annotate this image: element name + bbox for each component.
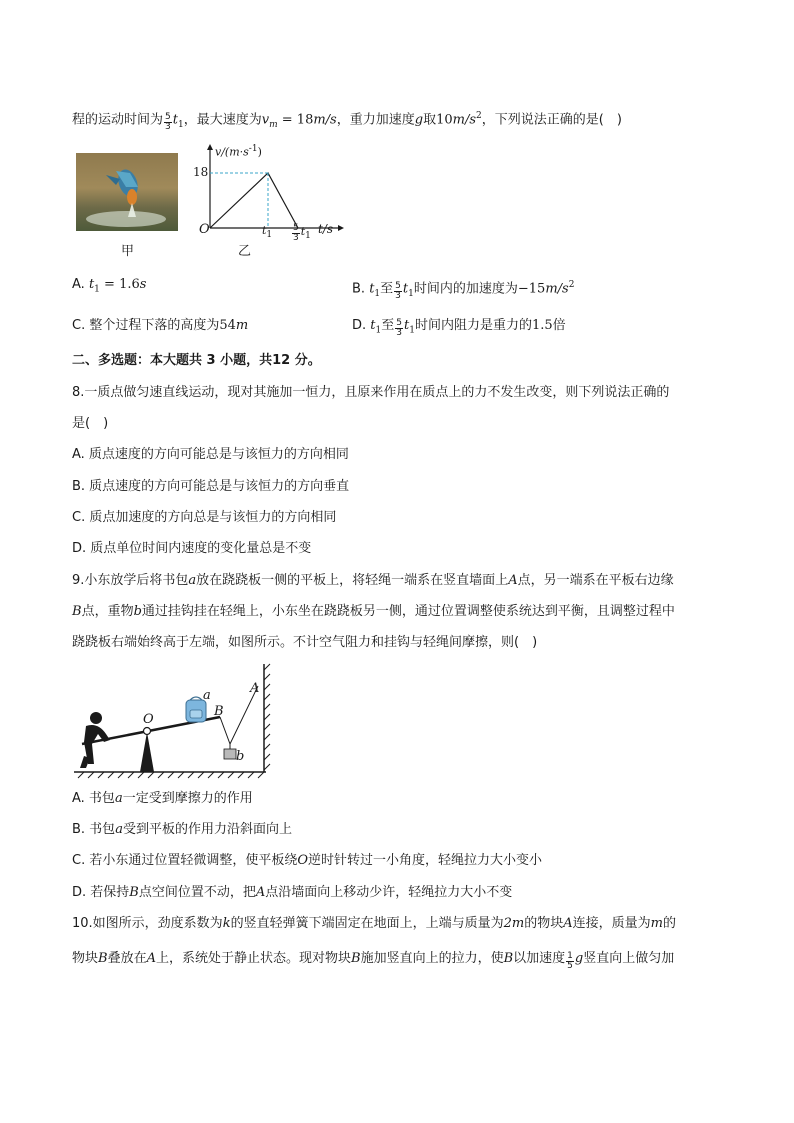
fig-label-o: O	[143, 712, 154, 727]
q7-option-a[interactable]: A. $t_1 = 1.6s$	[72, 277, 147, 295]
fig-label-a: a	[203, 688, 211, 703]
section-heading: 二、多选题：本大题共 3 小题，共12 分。	[72, 353, 321, 368]
x-axis-label: t/s	[318, 222, 334, 236]
kingfisher-photo	[76, 153, 178, 231]
q10-stem-line1: 10.如图所示，劲度系数为k的竖直轻弹簧下端固定在地面上，上端与质量为2m的物块A连接，质量为m的	[72, 916, 676, 931]
q9-stem-line1: 9.小东放学后将书包a放在跷跷板一侧的平板上，将轻绳一端系在竖直墙面上A点，另一端系在平板右边缘	[72, 573, 674, 588]
fig-label-b-upper: B	[214, 704, 224, 719]
caption-yi: 乙	[238, 244, 252, 259]
q9-option-a[interactable]: A. 书包a一定受到摩擦力的作用	[72, 791, 253, 806]
origin-label: O	[199, 222, 210, 237]
q8-option-a[interactable]: A. 质点速度的方向可能总是与该恒力的方向相同	[72, 447, 349, 462]
x-tick-end: $\frac{5}{3}$ $t_1$	[293, 223, 311, 243]
q9-option-b[interactable]: B. 书包a受到平板的作用力沿斜面向上	[72, 822, 292, 837]
t1-symbol: t	[172, 112, 178, 128]
q7-text: 程的运动时间为	[72, 112, 164, 128]
q9-option-c[interactable]: C. 若小东通过位置轻微调整，使平板绕O逆时针转过一小角度，轻绳拉力大小变小	[72, 853, 543, 868]
q7-stem: 程的运动时间为 $\frac{5}{3}$ $t_1$，最大速度为$v_m = 18m/s$，重力加速度g取$10m/s^2$，下列说法正确的是( )	[72, 111, 622, 133]
caption-jia: 甲	[121, 244, 135, 259]
y-tick-18: 18	[193, 165, 209, 179]
q8-option-c[interactable]: C. 质点加速度的方向总是与该恒力的方向相同	[72, 510, 337, 525]
q9-option-d[interactable]: D. 若保持B点空间位置不动，把A点沿墙面向上移动少许，轻绳拉力大小不变	[72, 885, 513, 900]
q8-option-b[interactable]: B. 质点速度的方向可能总是与该恒力的方向垂直	[72, 479, 350, 494]
q9-stem-line3: 跷跷板右端始终高于左端，如图所示。不计空气阻力和挂钩与轻绳间摩擦，则( )	[72, 635, 538, 650]
fig-label-b: b	[236, 749, 245, 764]
q10-stem-line2: 物块B叠放在A上，系统处于静止状态。现对物块B施加竖直向上的拉力，使B以加速度 $\frac{1}{5}$ g竖直向上做匀加	[72, 951, 675, 971]
seesaw-figure	[70, 660, 280, 780]
q8-stem-line2: 是( )	[72, 416, 109, 431]
q7-option-b[interactable]: B. $t_1$至 $\frac{5}{3}$ $t_1$时间内的加速度为$-15m/s^2$	[352, 280, 575, 302]
q8-option-d[interactable]: D. 质点单位时间内速度的变化量总是不变	[72, 541, 312, 556]
q7-fraction: $\frac{5}{3}$	[165, 112, 171, 133]
x-tick-t1: $t_1$	[262, 224, 273, 241]
q9-stem-line2: B点，重物b通过挂钩挂在轻绳上，小东坐在跷跷板另一侧，通过位置调整使系统达到平衡，且调整过程中	[72, 604, 675, 619]
q7-option-d[interactable]: D. $t_1$至 $\frac{5}{3}$ $t_1$时间内阻力是重力的1.5倍	[352, 318, 566, 338]
y-axis-label: $v/(m\cdot s^{-1})$	[215, 144, 262, 159]
q8-stem-line1: 8.一质点做匀速直线运动，现对其施加一恒力，且原来作用在质点上的力不发生改变，则下列说法正确的	[72, 385, 670, 400]
fig-label-a-upper: A	[250, 681, 260, 696]
q7-option-c[interactable]: C. 整个过程下落的高度为54m	[72, 318, 249, 333]
